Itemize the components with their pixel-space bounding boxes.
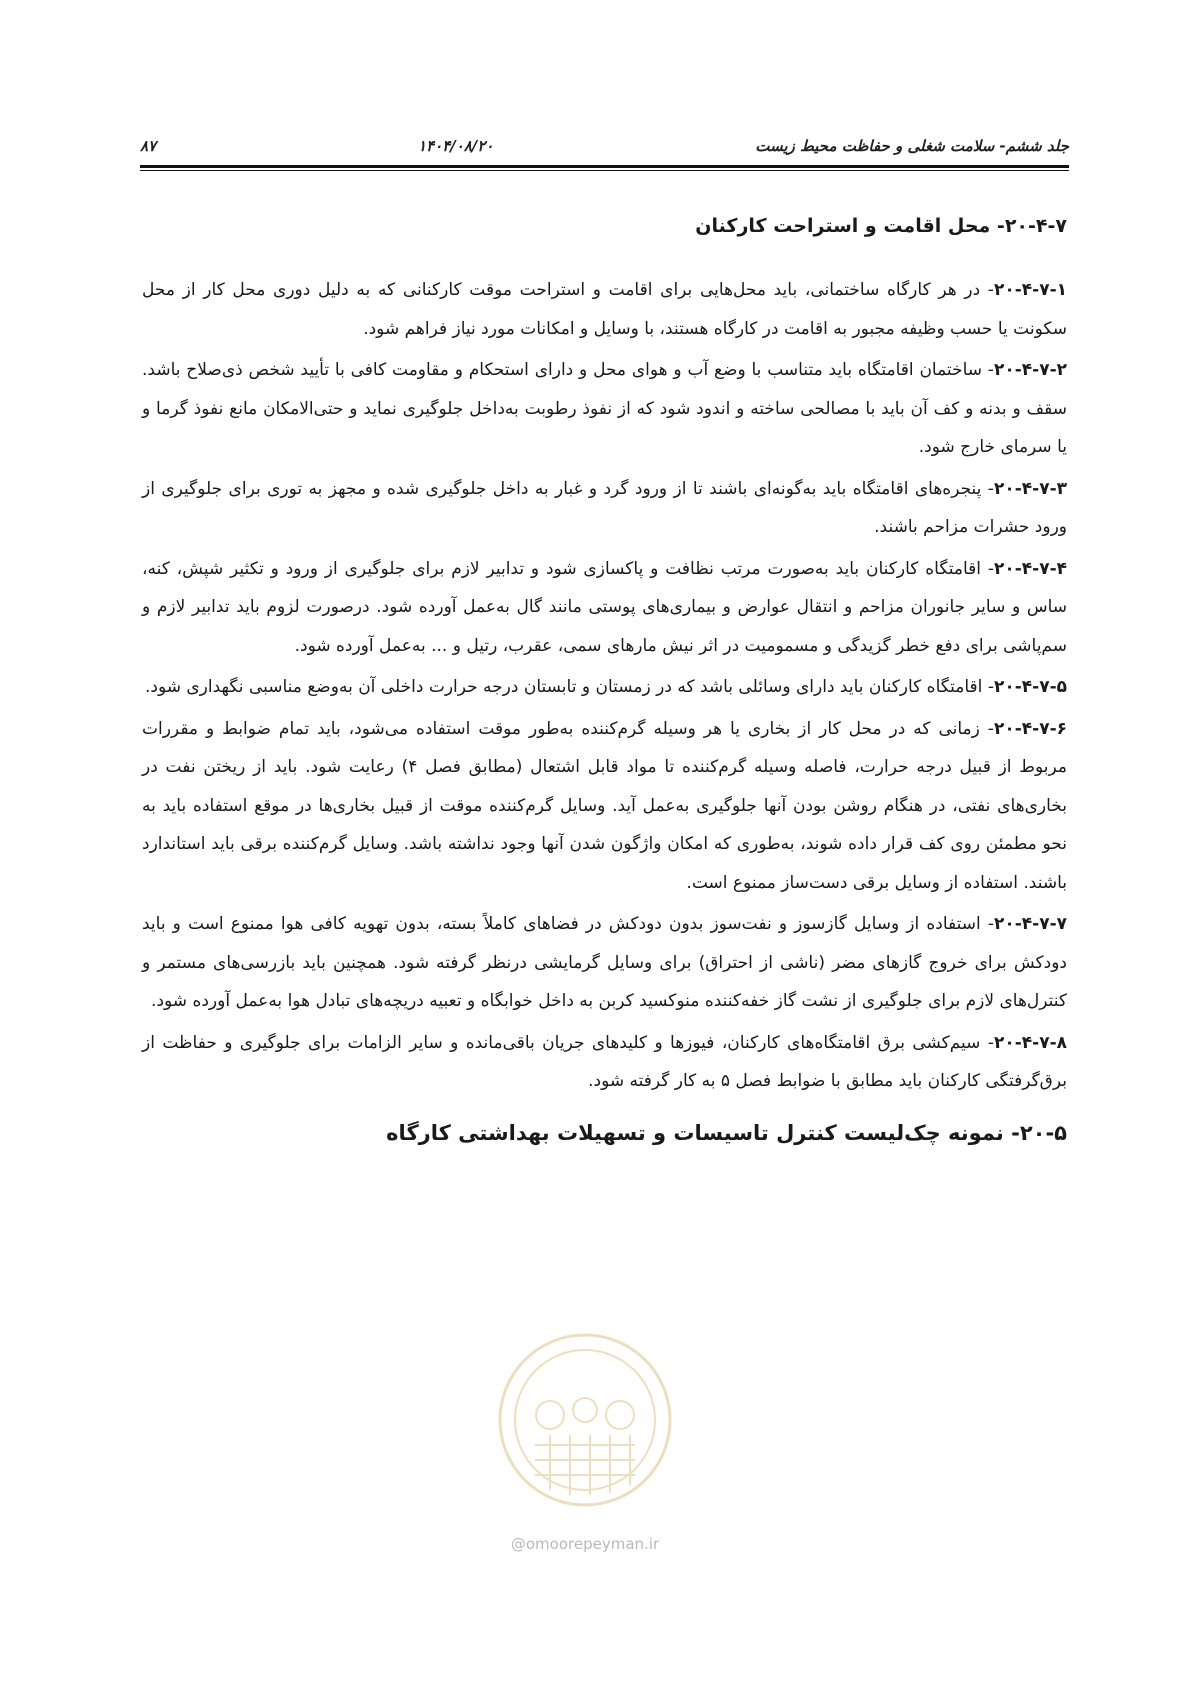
page-header [140,128,1069,164]
paragraph-number: ۲۰-۴-۷-۴ [993,558,1067,579]
paragraph-8 [142,1024,1067,1101]
paragraph-2 [142,351,1067,467]
paragraph-text: - استفاده از وسایل گازسوز و نفت‌سوز بدون دودکش در فضاهای کاملاً بسته، بدون تهویه کافی هوا ممنوع است و باید دودکش برای خروج گازهای مضر (ناشی از احتراق) برای وسایل گرمایشی درنظر گرفته شود. همچنین باید بازرسی‌های مستمر و کنترل‌های لازم برای جلوگیری از نشت گاز خفه‌کننده منوکسید کربن به داخل خوابگاه و تعبیه دریچه‌های تبادل هوا به‌عمل آورده شود. [142,914,1067,1011]
paragraph-text: - اقامتگاه کارکنان باید به‌صورت مرتب نظافت و پاکسازی شود و تدابیر لازم برای جلوگیری از ورود و تکثیر شپش، کنه، ساس و سایر جانوران مزاحم و انتقال عوارض و بیماری‌های پوستی مانند گال به‌عمل آورده شود. درصورت لزوم باید تدابیر لازم و سم‌پاشی برای دفع خطر گزیدگی و مسمومیت در اثر نیش مارهای سمی، عقرب، رتیل و ... به‌عمل آورده شود. [142,558,1067,656]
header-rule-thick [140,165,1069,168]
document-body [142,205,1067,1155]
header-date: ۱۴۰۴/۰۸/۲۰ [417,137,494,155]
paragraph-number: ۲۰-۴-۷-۲ [993,360,1067,380]
watermark-seal-icon [490,1325,680,1535]
paragraph-number: ۲۰-۴-۷-۶ [993,718,1067,739]
paragraph-number: ۲۰-۴-۷-۸ [993,1032,1067,1053]
paragraph-4 [142,550,1067,666]
paragraph-text: - در هر کارگاه ساختمانی، باید محل‌هایی برای اقامت و استراحت موقت کارکنانی که به دلیل دوری محل کار از محل سکونت یا حسب وظیفه مجبور به اقامت در کارگاه هستند، با وسایل و امکانات مورد نیاز فراهم شود. [142,280,1067,339]
paragraph-3 [142,470,1067,547]
section-heading: ۲۰-۴-۷- محل اقامت و استراحت کارکنان [695,215,1067,237]
paragraph-number: ۲۰-۴-۷-۳ [993,478,1067,499]
paragraph-text: - پنجره‌های اقامتگاه باید به‌گونه‌ای باشند تا از ورود گرد و غبار به داخل جلوگیری شده و مجهز به توری برای جلوگیری از ورود حشرات مزاحم باشند. [142,478,1067,537]
paragraph-text: - اقامتگاه کارکنان باید دارای وسائلی باشد که در زمستان و تابستان درجه حرارت داخلی آن به‌وضع مناسبی نگهداری شود. [144,677,994,697]
paragraph-text: - ساختمان اقامتگاه باید متناسب با وضع آب و هوای محل و دارای استحکام و مقاومت کافی با تأیید شخص ذی‌صلاح باشد. سقف و بدنه و کف آن باید با مصالحی ساخته و اندود شود که از نفوذ رطوبت به‌داخل جلوگیری نماید و حتی‌الامکان مانع نفوذ گرما و یا سرمای خارج شود. [142,360,1067,457]
paragraph-text: - سیم‌کشی برق اقامتگاه‌های کارکنان، فیوزها و کلیدهای جریان باقی‌مانده و سایر الزامات برای جلوگیری و حفاظت از برق‌گرفتگی کارکنان باید مطابق با ضوابط فصل ۵ به کار گرفته شود. [142,1032,1067,1091]
paragraph-1 [142,271,1067,348]
header-page-number: ۸۷ [140,137,157,155]
paragraph-5 [142,668,1067,707]
paragraph-number: ۲۰-۴-۷-۱ [993,280,1067,300]
paragraph-6 [142,710,1067,903]
paragraph-number: ۲۰-۴-۷-۷ [993,914,1067,934]
next-section-heading: ۲۰-۵- نمونه چک‌لیست کنترل تاسیسات و تسهیلات بهداشتی کارگاه [386,1120,1067,1145]
paragraph-7 [142,905,1067,1021]
watermark-url: @omoorepeyman.ir [510,1535,660,1553]
header-title: جلد ششم- سلامت شغلی و حفاظت محیط زیست [755,137,1069,155]
paragraph-number: ۲۰-۴-۷-۵ [993,677,1067,697]
header-rule-thin [140,170,1069,171]
paragraph-text: - زمانی که در محل کار از بخاری یا هر وسیله گرم‌کننده به‌طور موقت استفاده می‌شود، باید تمام ضوابط و مقررات مربوط از قبیل درجه حرارت، فاصله وسیله گرم‌کننده تا مواد قابل اشتعال (مطابق فصل ۴) رعایت شود. باید از ریختن نفت در بخاری‌های نفتی، در هنگام روشن بودن آنها جلوگیری به‌عمل آید. وسایل گرم‌کننده موقت از قبیل بخاری‌ها در موقع استفاده باید به نحو مطمئن روی کف قرار داده شوند، به‌طوری که امکان واژگون شدن آنها وجود نداشته باشد. وسایل گرم‌کننده برقی باید استاندارد باشند. استفاده از وسایل برقی دست‌ساز ممنوع است. [142,718,1067,893]
